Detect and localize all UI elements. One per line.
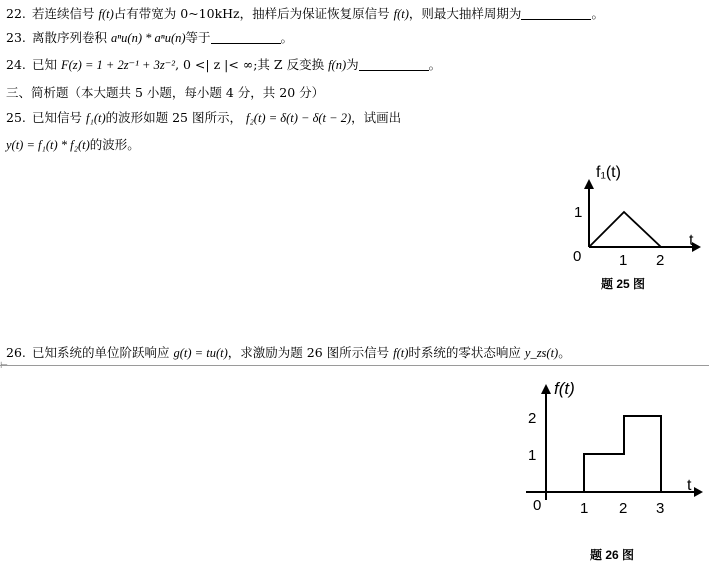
origin-label: 0 (533, 497, 542, 514)
question-25: 25. 已知信号 f₁(t)的波形如题 25 图所示， f₂(t) = δ(t) − δ(t − 2)，试画出 (6, 110, 402, 125)
figure-caption: 题 26 图 (590, 548, 635, 562)
tick-x-1: 1 (619, 252, 628, 269)
figure-26 (520, 370, 705, 570)
signal-waveform (589, 212, 661, 247)
question-number: 25. (6, 110, 26, 125)
y-axis-label: f(t) (554, 379, 575, 398)
y-axis-arrow (541, 384, 551, 394)
question-number: 26. (6, 345, 26, 360)
tick-x-1: 1 (580, 500, 589, 517)
y-axis-label: f₁(t) (596, 164, 621, 181)
answer-blank[interactable] (521, 7, 591, 20)
signal-waveform (584, 416, 661, 492)
question-26: 26. 已知系统的单位阶跃响应 g(t) = tu(t)，求激励为题 26 图所示信号 f(t)时系统的零状态响应 y_zs(t)。 (6, 345, 571, 360)
x-axis-arrow (694, 487, 703, 497)
question-25-line2: y(t) = f₁(t) * f₂(t)的波形。 (6, 137, 140, 152)
tick-y-1: 1 (528, 447, 537, 464)
figure-caption: 题 25 图 (601, 277, 646, 291)
y-axis-arrow (584, 179, 594, 189)
tick-x-2: 2 (656, 252, 665, 269)
question-number: 24. (6, 57, 26, 72)
page-divider (0, 365, 709, 366)
tick-y-2: 2 (528, 410, 537, 427)
question-number: 22. (6, 6, 26, 21)
x-axis-label: t (689, 232, 694, 249)
answer-blank[interactable] (359, 58, 429, 71)
tick-y-1: 1 (574, 204, 583, 221)
question-22: 22. 若连续信号 f(t)占有带宽为 0~10kHz，抽样后为保证恢复原信号 f(t)，则最大抽样周期为 。 (6, 6, 604, 21)
section-marker: ⊢ (0, 361, 8, 371)
question-23: 23. 离散序列卷积 aⁿu(n) * aⁿu(n)等于 。 (6, 30, 294, 45)
figure-25 (565, 155, 705, 295)
origin-label: 0 (573, 248, 582, 265)
section-heading: 三、简析题（本大题共 5 小题，每小题 4 分，共 20 分） (6, 85, 325, 100)
question-number: 23. (6, 30, 26, 45)
tick-x-2: 2 (619, 500, 628, 517)
x-axis-label: t (687, 477, 692, 494)
question-24: 24. 已知 F(z) = 1 + 2z⁻¹ + 3z⁻², 0 <| z |< ∞;其 Z 反变换 f(n)为 。 (6, 57, 442, 72)
tick-x-3: 3 (656, 500, 665, 517)
answer-blank[interactable] (211, 31, 281, 44)
